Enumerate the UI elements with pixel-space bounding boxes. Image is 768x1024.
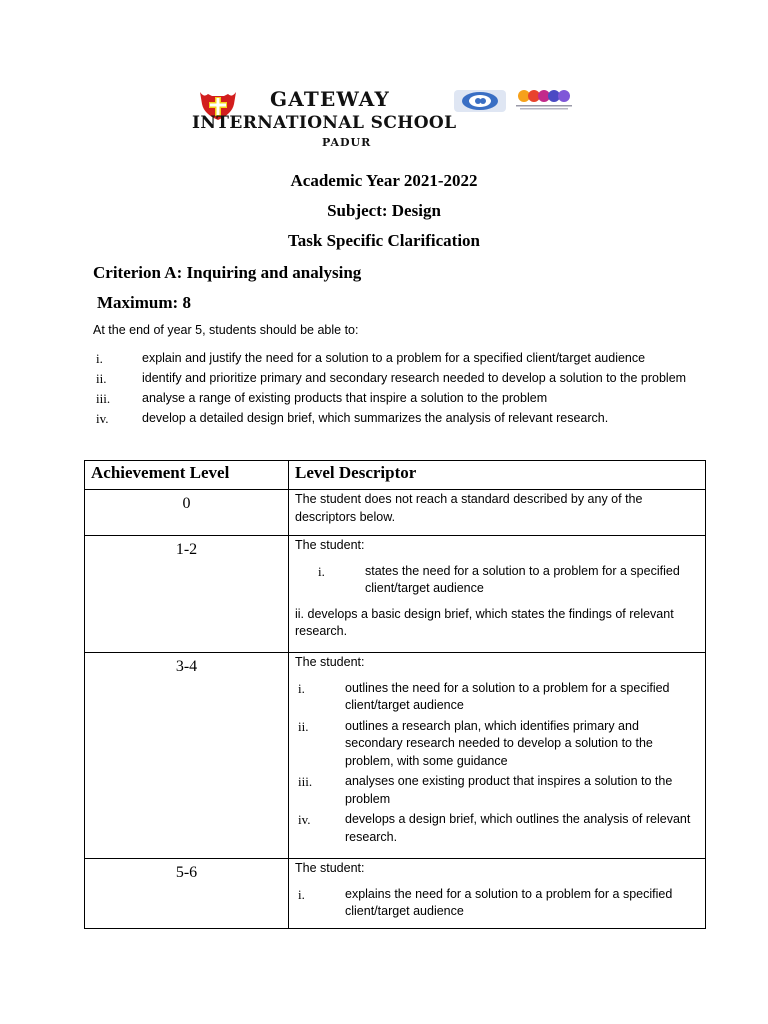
descriptor-item xyxy=(295,773,699,808)
descriptor-item-text: develops a design brief, which outlines the analysis of relevant research. xyxy=(345,812,691,844)
descriptor-item xyxy=(295,718,699,771)
list-item xyxy=(96,390,716,408)
descriptor-item-text: explains the need for a solution to a problem for a specified client/target audience xyxy=(345,886,673,918)
intro-text: At the end of year 5, students should be able to: xyxy=(93,323,359,337)
list-item xyxy=(96,410,716,428)
descriptor-item-number: iv. xyxy=(298,812,311,827)
school-header xyxy=(192,84,582,154)
descriptor-item xyxy=(295,811,699,846)
descriptor-item-text: analyses one existing product that inspires a solution to the problem xyxy=(345,774,673,806)
header-achievement-level: Achievement Level xyxy=(85,461,289,490)
partner-logo-icon xyxy=(512,88,576,112)
clarification-title: Task Specific Clarification xyxy=(287,231,481,250)
level-cell: 3-4 xyxy=(85,653,289,859)
list-item-number: iii. xyxy=(96,391,111,406)
objectives-list xyxy=(96,350,716,430)
level-cell: 1-2 xyxy=(85,536,289,653)
list-item-number: iv. xyxy=(96,411,109,426)
academic-year-title: Academic Year 2021-2022 xyxy=(290,171,478,190)
list-item-text: analyse a range of existing products that inspire a solution to the problem xyxy=(142,391,548,405)
table-row xyxy=(85,653,706,859)
level-cell: 5-6 xyxy=(85,859,289,929)
subject-title: Subject: Design xyxy=(327,201,441,220)
list-item-text: develop a detailed design brief, which summarizes the analysis of relevant research. xyxy=(142,411,609,425)
list-item-number: i. xyxy=(96,351,103,366)
descriptor-item-text: outlines a research plan, which identifies primary and secondary research needed to develop a solution to the problem, with some guidance xyxy=(345,718,653,768)
table-header-row xyxy=(85,461,706,490)
header-level-descriptor: Level Descriptor xyxy=(289,461,706,490)
descriptor-item-text: outlines the need for a solution to a problem for a specified client/target audience xyxy=(345,680,670,712)
ib-logo-icon xyxy=(454,90,506,112)
descriptor-cell xyxy=(289,859,706,929)
descriptor-item xyxy=(295,680,699,715)
table-row xyxy=(85,536,706,653)
descriptor-cell xyxy=(289,653,706,859)
criterion-heading: Criterion A: Inquiring and analysing xyxy=(93,263,362,282)
maximum-heading: Maximum: 8 xyxy=(97,293,191,312)
list-item-text: explain and justify the need for a solution to a problem for a specified client/target audience xyxy=(142,351,646,365)
list-item-number: ii. xyxy=(96,371,107,386)
rubric-table xyxy=(84,460,706,929)
descriptor-item-number: i. xyxy=(298,680,305,696)
table-row xyxy=(85,490,706,536)
descriptor-item xyxy=(295,563,699,598)
list-item xyxy=(96,350,716,368)
descriptor-intro: The student: xyxy=(295,655,365,669)
descriptor-item-number: iii. xyxy=(298,774,313,789)
descriptor-intro: The student does not reach a standard described by any of the descriptors below. xyxy=(295,492,643,524)
school-subtitle: INTERNATIONAL SCHOOL xyxy=(192,113,457,133)
descriptor-item xyxy=(295,886,699,921)
descriptor-cell xyxy=(289,536,706,653)
descriptor-intro: The student: xyxy=(295,538,365,552)
descriptor-item-number: i. xyxy=(318,563,325,579)
school-name: GATEWAY xyxy=(270,87,391,111)
list-item xyxy=(96,370,716,388)
descriptor-item-number: i. xyxy=(298,886,305,902)
descriptor-item-text: states the need for a solution to a problem for a specified client/target audience xyxy=(365,563,680,595)
descriptor-paragraph: ii. develops a basic design brief, which states the findings of relevant research. xyxy=(295,606,674,638)
school-location: PADUR xyxy=(322,136,372,149)
descriptor-cell xyxy=(289,490,706,536)
descriptor-intro: The student: xyxy=(295,861,365,875)
table-row xyxy=(85,859,706,929)
list-item-text: identify and prioritize primary and secondary research needed to develop a solution to the problem xyxy=(142,371,687,385)
descriptor-item-number: ii. xyxy=(298,718,309,734)
level-cell: 0 xyxy=(85,490,289,536)
